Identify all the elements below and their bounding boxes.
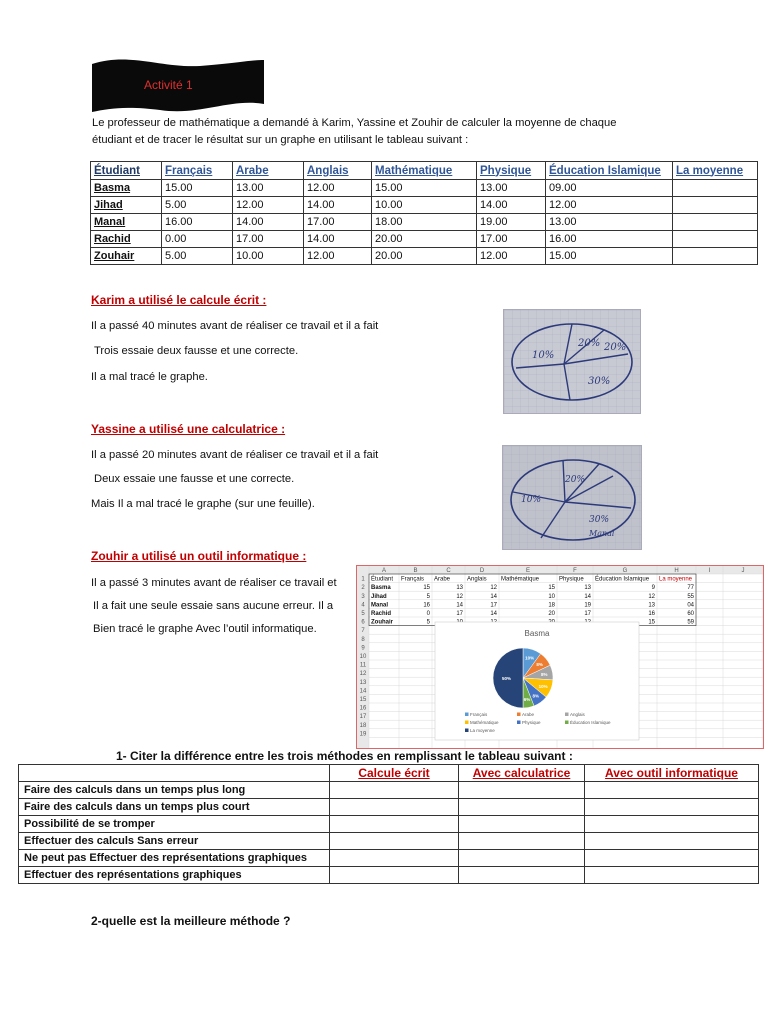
sheet-value-cell: 59: [687, 619, 694, 626]
grades-table: [90, 161, 758, 265]
sheet-value-cell: 5: [426, 619, 430, 626]
grade-cell: 16.00: [162, 214, 233, 231]
column-letter: B: [413, 568, 418, 574]
sheet-value-cell: 17: [490, 602, 497, 609]
grade-cell: 15.00: [162, 180, 233, 197]
comparison-table: [18, 764, 759, 884]
question-2: 2-quelle est la meilleure méthode ?: [91, 914, 291, 928]
header-cell: Avec outil informatique: [585, 765, 759, 782]
karim-pie-label: 20%: [578, 338, 601, 349]
header-cell: Éducation Islamique: [546, 162, 673, 180]
grade-cell: 15.00: [372, 180, 477, 197]
comparison-row: [19, 867, 759, 884]
criterion-label: Faire des calculs dans un temps plus court: [19, 799, 330, 816]
answer-cell[interactable]: [585, 799, 759, 816]
row-number: 15: [359, 697, 367, 703]
sheet-value-cell: 13: [584, 585, 591, 592]
legend-label: La moyenne: [470, 728, 495, 733]
sheet-header-cell: La moyenne: [659, 576, 693, 583]
comparison-row: [19, 782, 759, 799]
sheet-value-cell: 20: [548, 611, 555, 617]
grades-header-row: [91, 162, 758, 180]
legend-swatch: [465, 713, 469, 717]
legend-label: Français: [470, 712, 488, 717]
student-name: Zouhair: [91, 248, 162, 265]
column-letter: H: [674, 568, 679, 574]
column-letter: G: [622, 568, 628, 574]
comparison-row: [19, 816, 759, 833]
answer-cell[interactable]: [459, 782, 585, 799]
legend-swatch: [565, 713, 569, 717]
answer-cell[interactable]: [330, 850, 459, 867]
sheet-value-cell: 14: [490, 611, 497, 617]
sheet-value-cell: 13: [648, 602, 655, 609]
column-letter: I: [708, 568, 711, 574]
header-cell: Étudiant: [91, 162, 162, 180]
sheet-name-cell: Rachid: [371, 611, 392, 617]
legend-swatch: [517, 713, 521, 717]
header-cell: Physique: [477, 162, 546, 180]
legend-swatch: [565, 721, 569, 725]
grade-cell: 12.00: [477, 248, 546, 265]
sheet-name-cell: Basma: [371, 585, 391, 592]
yassine-line: Mais Il a mal tracé le graphe (sur une feuille).: [91, 498, 315, 510]
grade-cell: 13.00: [477, 180, 546, 197]
yassine-line: Deux essaie une fausse et une correcte.: [94, 473, 295, 485]
answer-cell[interactable]: [330, 833, 459, 850]
row-number: 12: [359, 671, 367, 678]
sheet-value-cell: 77: [687, 585, 694, 592]
sheet-value-cell: 16: [423, 602, 430, 609]
grade-cell: 17.00: [477, 231, 546, 248]
zouhir-line: Bien tracé le graphe Avec l’outil informatique.: [93, 623, 317, 635]
banner-title: Activité 1: [144, 78, 193, 92]
intro-line-1: Le professeur de mathématique a demandé à Karim, Yassine et Zouhir de calculer la moyenne de chaque: [92, 117, 617, 129]
criterion-label: Ne peut pas Effectuer des représentations graphiques: [19, 850, 330, 867]
grade-cell: [673, 248, 758, 265]
answer-cell[interactable]: [459, 850, 585, 867]
row-number: 16: [359, 705, 367, 712]
grade-cell: 0.00: [162, 231, 233, 248]
comparison-header-row: [19, 765, 759, 782]
grade-cell: 19.00: [477, 214, 546, 231]
answer-cell[interactable]: [330, 782, 459, 799]
sheet-value-cell: 15: [648, 619, 655, 626]
pie-data-label: 10%: [538, 683, 548, 689]
grade-cell: 20.00: [372, 248, 477, 265]
grade-cell: 10.00: [233, 248, 304, 265]
grade-cell: 12.00: [304, 248, 372, 265]
sheet-header-cell: Éducation Islamique: [595, 576, 650, 583]
column-header-bar: [357, 566, 763, 574]
sheet-value-cell: 04: [687, 602, 694, 609]
sheet-value-cell: 16: [648, 611, 655, 617]
question-1: 1- Citer la différence entre les trois méthodes en remplissant le tableau suivant :: [116, 749, 573, 763]
column-letter: F: [573, 568, 577, 574]
criterion-label: Faire des calculs dans un temps plus long: [19, 782, 330, 799]
grade-cell: 5.00: [162, 197, 233, 214]
legend-label: Anglais: [570, 712, 585, 717]
criterion-label: Effectuer des calculs Sans erreur: [19, 833, 330, 850]
answer-cell[interactable]: [585, 816, 759, 833]
row-number: 19: [359, 731, 367, 738]
yassine-heading: Yassine a utilisé une calculatrice :: [91, 422, 286, 436]
karim-line: Trois essaie deux fausse et une correcte.: [94, 345, 299, 357]
legend-swatch: [465, 721, 469, 725]
sheet-value-cell: 0: [426, 611, 430, 617]
sheet-name-cell: Zouhair: [371, 619, 393, 626]
grade-cell: [673, 180, 758, 197]
yassine-pie-photo: [502, 445, 642, 550]
yassine-pie-label: 20%: [565, 475, 586, 485]
row-number: 7: [361, 628, 365, 635]
grades-row: [91, 248, 758, 265]
grade-cell: 5.00: [162, 248, 233, 265]
sheet-value-cell: 12: [648, 593, 655, 600]
column-letter: E: [525, 568, 531, 574]
row-number: 13: [359, 679, 367, 686]
sheet-value-cell: 14: [456, 602, 463, 609]
grade-cell: 14.00: [477, 197, 546, 214]
grade-cell: 16.00: [546, 231, 673, 248]
answer-cell[interactable]: [330, 867, 459, 884]
sheet-header-cell: Étudiant: [371, 576, 394, 583]
legend-label: Physique: [522, 720, 541, 725]
yassine-line: Il a passé 20 minutes avant de réaliser ce travail et il a fait: [91, 449, 379, 461]
answer-cell[interactable]: [459, 816, 585, 833]
pie-data-label: 6%: [523, 697, 531, 703]
sheet-value-cell: 14: [490, 593, 497, 600]
comparison-row: [19, 833, 759, 850]
sheet-value-cell: 10: [548, 593, 555, 600]
grade-cell: 17.00: [304, 214, 372, 231]
sheet-value-cell: 14: [584, 593, 591, 600]
sheet-value-cell: 12: [456, 593, 463, 600]
comparison-row: [19, 850, 759, 867]
karim-pie-photo: [503, 309, 641, 414]
student-name: Basma: [91, 180, 162, 197]
pie-data-label: 50%: [501, 676, 512, 681]
grade-cell: 14.00: [304, 231, 372, 248]
grade-cell: 15.00: [546, 248, 673, 265]
zouhir-line: Il a fait une seule essaie sans aucune erreur. Il a: [93, 600, 334, 612]
karim-pie-label: 20%: [604, 342, 627, 353]
row-number: 18: [359, 722, 367, 729]
sheet-value-cell: 18: [548, 602, 555, 609]
header-cell: La moyenne: [673, 162, 758, 180]
zouhir-heading: Zouhir a utilisé un outil informatique :: [91, 549, 307, 563]
answer-cell[interactable]: [585, 833, 759, 850]
grades-row: [91, 197, 758, 214]
row-number: 11: [359, 662, 367, 669]
row-number: 6: [361, 619, 365, 626]
sheet-value-cell: 55: [687, 593, 694, 600]
sheet-value-cell: 15: [423, 585, 430, 592]
grade-cell: 17.00: [233, 231, 304, 248]
sheet-header-cell: Arabe: [434, 576, 451, 583]
grade-cell: [673, 197, 758, 214]
sheet-header-cell: Anglais: [467, 576, 487, 583]
row-number: 9: [361, 645, 365, 652]
chart-title: Basma: [524, 629, 550, 638]
sheet-value-cell: 60: [687, 611, 694, 617]
grade-cell: 10.00: [372, 197, 477, 214]
answer-cell[interactable]: [585, 782, 759, 799]
karim-line: Il a mal tracé le graphe.: [91, 371, 208, 383]
row-number: 2: [361, 585, 365, 592]
sheet-value-cell: 17: [456, 611, 463, 617]
sheet-value-cell: 13: [456, 585, 463, 592]
legend-swatch: [517, 721, 521, 725]
grade-cell: 20.00: [372, 231, 477, 248]
column-letter: C: [446, 568, 451, 574]
comparison-row: [19, 799, 759, 816]
header-cell: Anglais: [304, 162, 372, 180]
sheet-header-cell: Physique: [559, 576, 584, 583]
legend-label: Mathématique: [470, 720, 499, 725]
grade-cell: 13.00: [233, 180, 304, 197]
row-number: 4: [361, 602, 365, 609]
sheet-value-cell: 19: [584, 602, 591, 609]
legend-label: Éducation Islamique: [570, 720, 611, 725]
legend-swatch: [465, 729, 469, 733]
grade-cell: [673, 231, 758, 248]
yassine-pie-label: 30%: [589, 515, 610, 525]
grade-cell: 09.00: [546, 180, 673, 197]
row-number: 10: [359, 654, 367, 660]
answer-cell[interactable]: [330, 816, 459, 833]
answer-cell[interactable]: [459, 867, 585, 884]
header-cell: Arabe: [233, 162, 304, 180]
sheet-value-cell: 9: [651, 585, 655, 592]
sheet-value-cell: 5: [426, 593, 430, 600]
grade-cell: [673, 214, 758, 231]
karim-heading: Karim a utilisé le calcule écrit :: [91, 293, 267, 307]
spreadsheet-screenshot: [356, 565, 764, 749]
answer-cell[interactable]: [459, 799, 585, 816]
sheet-value-cell: 15: [548, 585, 555, 592]
row-number: 14: [359, 688, 367, 695]
criterion-label: Possibilité de se tromper: [19, 816, 330, 833]
spreadsheet-grid: [357, 566, 763, 748]
column-letter: A: [381, 568, 387, 574]
row-number: 1: [361, 576, 365, 583]
row-number: 5: [361, 611, 365, 617]
answer-cell[interactable]: [585, 867, 759, 884]
header-cell: Calcule écrit: [330, 765, 459, 782]
column-letter: D: [479, 568, 485, 574]
sheet-value-cell: 17: [584, 611, 591, 617]
grades-row: [91, 180, 758, 197]
sheet-name-cell: Jihad: [371, 593, 387, 600]
grades-row: [91, 231, 758, 248]
header-cell: Français: [162, 162, 233, 180]
student-name: Jihad: [91, 197, 162, 214]
grade-cell: 12.00: [546, 197, 673, 214]
grade-cell: 13.00: [546, 214, 673, 231]
header-cell: Avec calculatrice: [459, 765, 585, 782]
pie-data-label: 8%: [532, 693, 539, 699]
row-number: 8: [361, 636, 365, 643]
pie-data-label: 8%: [536, 662, 543, 668]
answer-cell[interactable]: [459, 833, 585, 850]
row-number: 17: [359, 714, 367, 721]
column-letter: J: [741, 568, 745, 574]
karim-line: Il a passé 40 minutes avant de réaliser ce travail et il a fait: [91, 320, 379, 332]
pie-data-label: 8%: [540, 671, 548, 677]
sheet-header-cell: Français: [401, 576, 425, 583]
sheet-name-cell: Manal: [371, 602, 389, 609]
student-name: Manal: [91, 214, 162, 231]
header-cell: Mathématique: [372, 162, 477, 180]
grade-cell: 18.00: [372, 214, 477, 231]
grades-row: [91, 214, 758, 231]
answer-cell[interactable]: [585, 850, 759, 867]
pie-data-label: 10%: [525, 655, 535, 661]
zouhir-line: Il a passé 3 minutes avant de réaliser ce travail et: [91, 577, 337, 589]
answer-cell[interactable]: [330, 799, 459, 816]
intro-line-2: étudiant et de tracer le résultat sur un graphe en utilisant le tableau suivant :: [92, 134, 469, 146]
header-cell: [19, 765, 330, 782]
grade-cell: 12.00: [304, 180, 372, 197]
grade-cell: 14.00: [233, 214, 304, 231]
row-number: 3: [361, 593, 365, 600]
yassine-pie-label: 10%: [521, 495, 542, 505]
karim-pie-label: 30%: [588, 376, 611, 387]
sheet-value-cell: 12: [490, 585, 497, 592]
criterion-label: Effectuer des représentations graphiques: [19, 867, 330, 884]
grade-cell: 14.00: [304, 197, 372, 214]
yassine-pie-label: Manal: [589, 529, 615, 538]
sheet-header-cell: Mathématique: [501, 576, 540, 583]
grade-cell: 12.00: [233, 197, 304, 214]
legend-label: Arabe: [522, 712, 535, 717]
karim-pie-label: 10%: [532, 350, 555, 361]
student-name: Rachid: [91, 231, 162, 248]
